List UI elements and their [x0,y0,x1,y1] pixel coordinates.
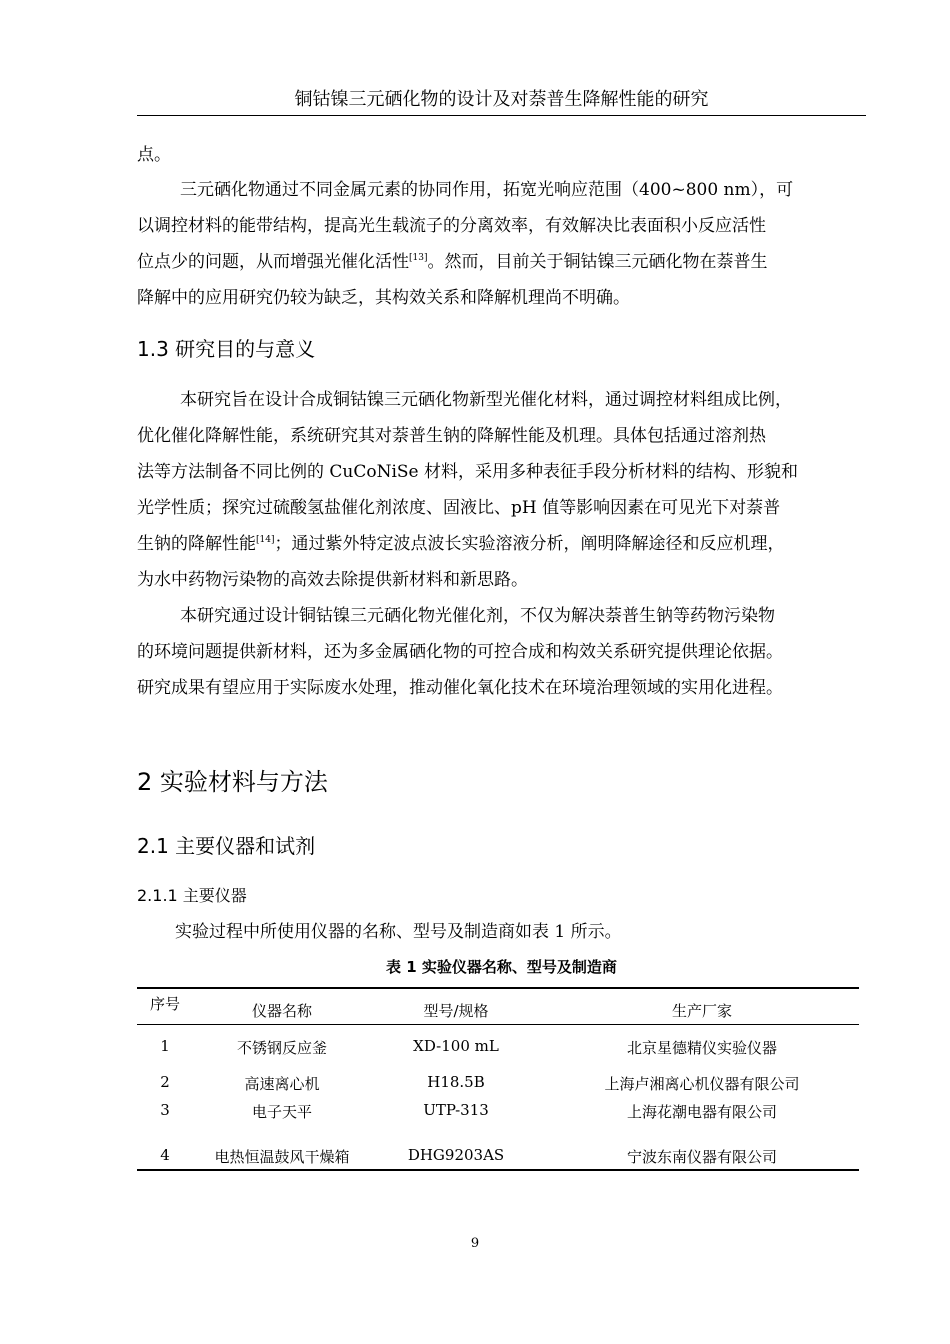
body-text-line: 点。 [137,145,171,165]
table-cell: H18.5B [427,1073,485,1091]
citation-ref[interactable]: [14] [256,535,275,545]
body-text-line: 降解中的应用研究仍较为缺乏，其构效关系和降解机理尚不明确。 [137,288,630,308]
body-text-line: 为水中药物污染物的高效去除提供新材料和新思路。 [137,570,528,590]
table-cell: 3 [160,1101,170,1119]
table-caption: 表 1 实验仪器名称、型号及制造商 [386,958,617,976]
body-text-line: 研究成果有望应用于实际废水处理，推动催化氧化技术在环境治理领域的实用化进程。 [137,678,783,698]
body-text-line: 法等方法制备不同比例的 CuCoNiSe 材料，采用多种表征手段分析材料的结构、形貌和 [137,462,799,482]
table-header-rule [137,1024,859,1025]
table-cell: 上海卢湘离心机仪器有限公司 [604,1075,800,1093]
table-cell: 4 [160,1146,170,1164]
page-number: 9 [470,1236,480,1251]
body-text-line: 的环境问题提供新材料，还为多金属硒化物的可控合成和构效关系研究提供理论依据。 [137,642,783,662]
running-header: 铜钴镍三元硒化物的设计及对萘普生降解性能的研究 [137,84,866,116]
body-text-line: 光学性质；探究过硫酸氢盐催化剂浓度、固液比、pH 值等影响因素在可见光下对萘普 [137,498,781,518]
table-cell: 2 [160,1073,170,1091]
table-cell: 宁波东南仪器有限公司 [626,1148,778,1166]
section-heading: 2.1 主要仪器和试剂 [137,834,316,858]
table-cell: UTP-313 [423,1101,489,1119]
table-cell: 不锈钢反应釜 [236,1039,328,1057]
subsection-heading: 2.1.1 主要仪器 [137,886,247,905]
body-text-line: 实验过程中所使用仪器的名称、型号及制造商如表 1 所示。 [175,922,622,942]
table-header-cell: 生产厂家 [671,1002,733,1020]
body-text-line [137,529,784,554]
table-bottom-rule [137,1169,859,1171]
body-text-segment: ；通过紫外特定波点波长实验溶液分析，阐明降解途径和反应机理， [274,534,785,554]
table-cell: DHG9203AS [407,1146,505,1164]
body-text-segment: 。然而，目前关于铜钴镍三元硒化物在萘普生 [427,252,768,272]
table-cell: 上海花潮电器有限公司 [626,1103,778,1121]
table-cell: 电热恒温鼓风干燥箱 [214,1148,350,1166]
table-cell: XD-100 mL [413,1037,499,1055]
table-cell: 高速离心机 [244,1075,320,1093]
table-header-cell: 序号 [149,995,181,1013]
body-text-line [137,247,767,272]
chapter-heading: 2 实验材料与方法 [137,768,328,796]
body-text-line: 三元硒化物通过不同金属元素的协同作用，拓宽光响应范围（400~800 nm），可 [180,180,794,200]
table-top-rule [137,987,859,989]
body-text-segment: 生钠的降解性能 [137,534,256,554]
body-text-line: 以调控材料的能带结构，提高光生载流子的分离效率，有效解决比表面积小反应活性 [137,216,766,236]
body-text-line: 本研究旨在设计合成铜钴镍三元硒化物新型光催化材料，通过调控材料组成比例， [180,390,792,410]
section-heading: 1.3 研究目的与意义 [137,337,316,361]
body-text-line: 本研究通过设计铜钴镍三元硒化物光催化剂，不仅为解决萘普生钠等药物污染物 [180,606,775,626]
citation-ref[interactable]: [13] [409,253,428,263]
table-cell: 1 [160,1037,170,1055]
table-cell: 北京星德精仪实验仪器 [626,1039,778,1057]
table-cell: 电子天平 [251,1103,313,1121]
table-header-cell: 仪器名称 [251,1002,313,1020]
body-text-segment: 位点少的问题，从而增强光催化活性 [137,252,409,272]
body-text-line: 优化催化降解性能，系统研究其对萘普生钠的降解性能及机理。具体包括通过溶剂热 [137,426,766,446]
table-header-cell: 型号/规格 [423,1002,489,1020]
